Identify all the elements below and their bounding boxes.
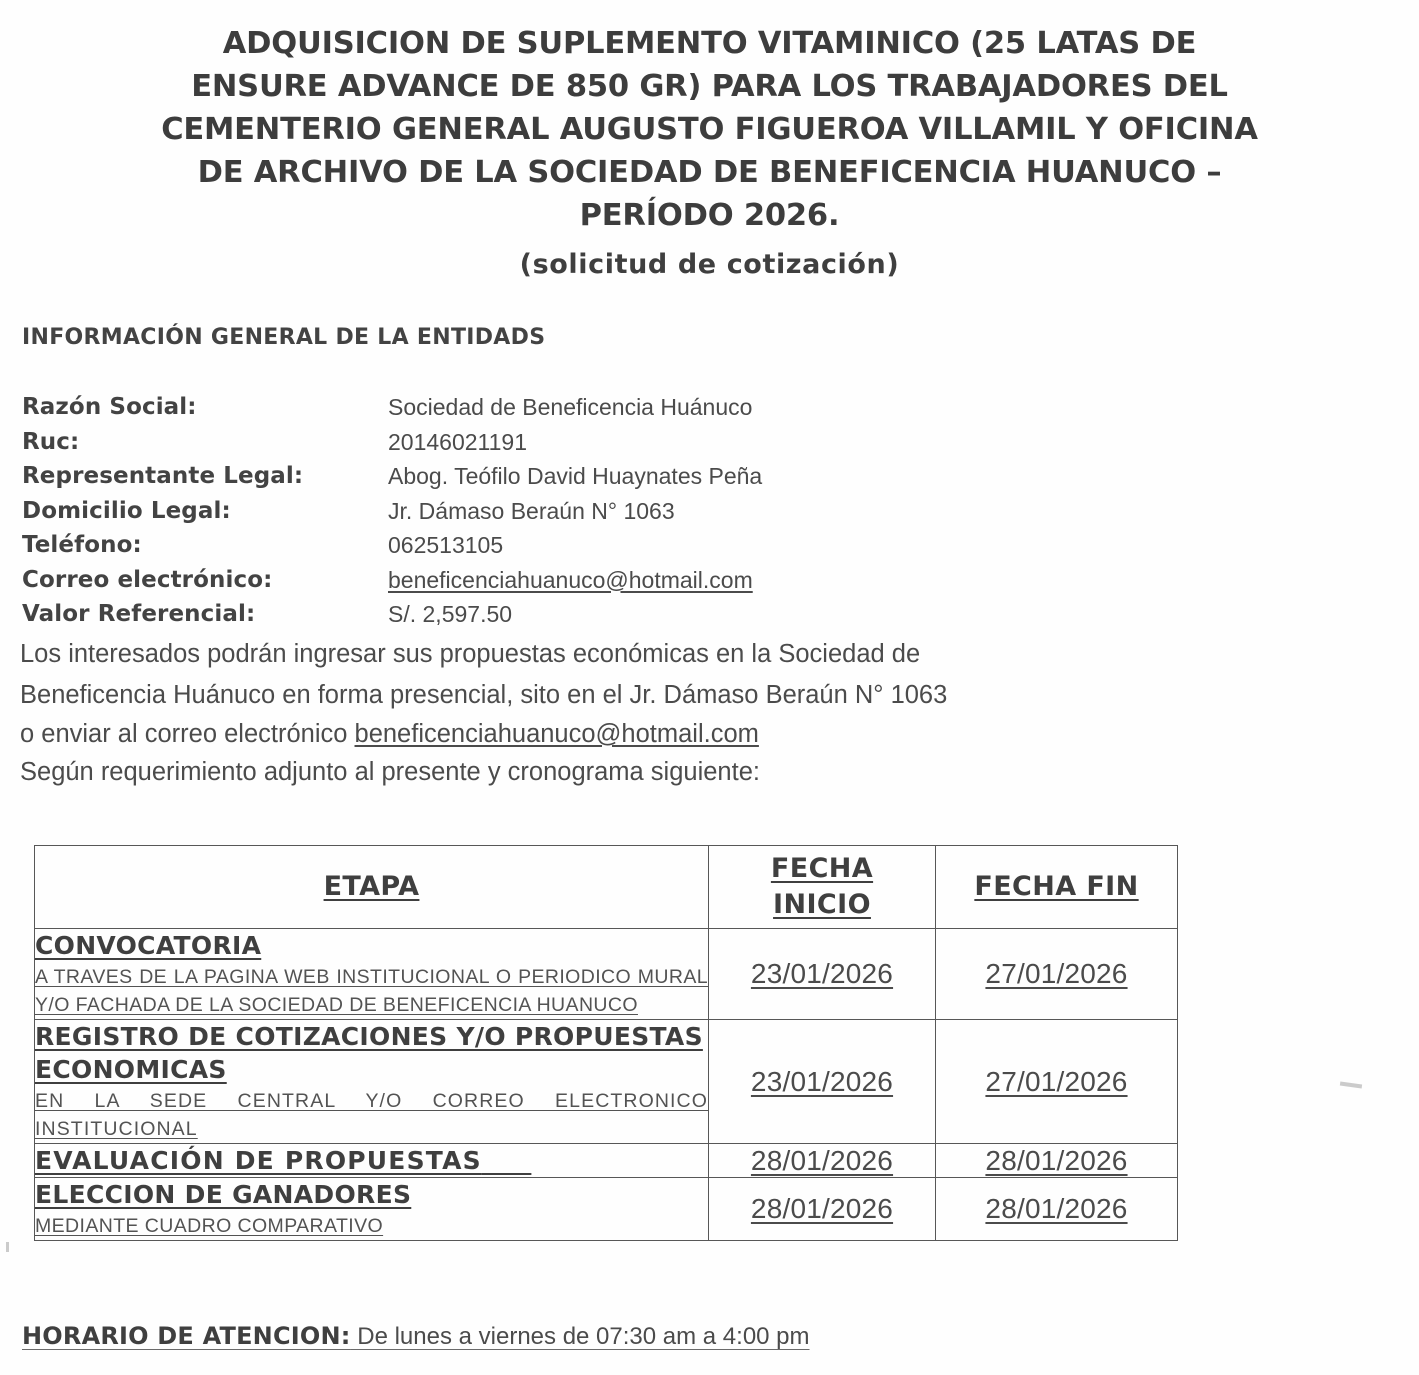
etapa-title-convocatoria: CONVOCATORIA [35,931,262,960]
schedule-table [34,845,1178,1241]
info-value-telefono: 062513105 [388,532,504,558]
fecha-fin-value: 27/01/2026 [985,958,1128,989]
info-label-valor-referencial: Valor Referencial: [22,601,256,627]
header-fecha-inicio-line-1: FECHA [770,853,874,884]
fecha-fin-evaluacion [936,1144,1178,1178]
header-fecha-inicio [709,846,936,929]
title-line-5: PERÍODO 2026. [579,198,840,233]
etapa-title-evaluacion: EVALUACIÓN DE PROPUESTAS [35,1146,482,1175]
info-value-ruc: 20146021191 [388,428,527,455]
title-line-3: CEMENTERIO GENERAL AUGUSTO FIGUEROA VILLAMIL Y OFICINA [161,112,1258,147]
info-value-representante-legal: Abog. Teófilo David Huaynates Peña [388,463,763,489]
info-label-correo-electronico: Correo electrónico: [22,566,273,593]
fecha-fin-convocatoria [936,929,1178,1020]
title-line-1: ADQUISICION DE SUPLEMENTO VITAMINICO (25 LATAS DE [222,26,1197,61]
info-label-razon-social: Razón Social: [22,394,197,420]
table-row [35,1178,1178,1241]
info-row-domicilio-legal [22,494,762,529]
info-row-valor-referencial [22,597,762,632]
body-paragraph-1 [20,634,1205,716]
paragraph-1-line-2: Beneficencia Huánuco en forma presencial, sito en el Jr. Dámaso Beraún N° 1063 [20,681,948,709]
header-fecha-inicio-line-2: INICIO [773,889,871,920]
fecha-fin-value: 27/01/2026 [985,1065,1128,1097]
table-row [35,1144,1178,1178]
table-row [35,929,1178,1020]
scan-artifact-left [6,1242,9,1252]
etapa-cell-registro [35,1020,709,1144]
fecha-inicio-registro [709,1020,936,1144]
fecha-fin-registro [936,1020,1178,1144]
etapa-title-registro: REGISTRO DE COTIZACIONES Y/O PROPUESTAS ECONOMICAS [35,1022,703,1084]
paragraph-1-line-1: Los interesados podrán ingresar sus propuestas económicas en la Sociedad de [20,640,921,668]
body-paragraph-2 [20,714,1205,755]
document-title [0,22,1419,287]
title-line-4: DE ARCHIVO DE LA SOCIEDAD DE BENEFICENCIA HUANUCO – [197,155,1222,190]
body-paragraph-3: Según requerimiento adjunto al presente y cronograma siguiente: [20,758,760,786]
info-value-valor-referencial: S/. 2,597.50 [388,601,513,627]
fecha-inicio-eleccion [709,1178,936,1241]
etapa-sub-eleccion: MEDIANTE CUADRO COMPARATIVO [35,1215,384,1237]
email-link-inline[interactable]: beneficenciahuanuco@hotmail.com [354,720,759,748]
document-subtitle: (solicitud de cotización) [519,249,900,280]
info-label-ruc: Ruc: [22,428,80,455]
info-label-domicilio-legal: Domicilio Legal: [22,497,231,524]
email-link[interactable]: beneficenciahuanuco@hotmail.com [388,566,753,593]
etapa-title-eleccion: ELECCION DE GANADORES [35,1180,412,1209]
info-label-representante-legal: Representante Legal: [22,463,304,489]
header-fecha-fin-label: FECHA FIN [974,871,1139,902]
header-fecha-fin [936,846,1178,929]
info-row-ruc [22,425,762,460]
fecha-inicio-convocatoria [709,929,936,1020]
section-heading-entity-info: INFORMACIÓN GENERAL DE LA ENTIDADS [22,325,546,350]
fecha-inicio-value: 23/01/2026 [750,958,894,989]
title-line-2: ENSURE ADVANCE DE 850 GR) PARA LOS TRABAJADORES DEL [191,69,1228,104]
info-row-representante-legal [22,459,762,494]
etapa-cell-convocatoria [35,929,709,1020]
footer-label: HORARIO DE ATENCION: [22,1322,351,1350]
fecha-fin-eleccion [936,1178,1178,1241]
info-value-razon-social: Sociedad de Beneficencia Huánuco [388,394,753,420]
schedule-header-row [35,846,1178,929]
info-value-correo-electronico [388,563,762,598]
entity-info-table [22,390,762,632]
fecha-inicio-value: 23/01/2026 [750,1065,894,1097]
etapa-sub-registro: EN LA SEDE CENTRAL Y/O CORREO ELECTRONICO INSTITUCIONAL [35,1090,708,1140]
info-value-domicilio-legal: Jr. Dámaso Beraún N° 1063 [388,497,675,524]
info-label-telefono: Teléfono: [22,532,142,558]
scan-artifact-right [1340,1081,1362,1088]
fecha-inicio-value: 28/01/2026 [750,1144,894,1176]
header-etapa [35,846,709,929]
info-row-correo-electronico [22,563,762,598]
fecha-fin-value: 28/01/2026 [985,1193,1128,1224]
etapa-sub-convocatoria: A TRAVES DE LA PAGINA WEB INSTITUCIONAL O PERIODICO MURAL Y/O FACHADA DE LA SOCIEDAD DE BENEFICENCIA HUANUCO [35,966,708,1016]
header-etapa-label: ETAPA [323,871,420,902]
fecha-fin-value: 28/01/2026 [985,1144,1128,1176]
fecha-inicio-evaluacion [709,1144,936,1178]
fecha-inicio-value: 28/01/2026 [750,1193,894,1224]
etapa-cell-eleccion [35,1178,709,1241]
etapa-cell-evaluacion [35,1144,709,1178]
table-row [35,1020,1178,1144]
footer-horario [22,1322,810,1351]
info-row-razon-social [22,390,762,425]
footer-value: De lunes a viernes de 07:30 am a 4:00 pm [350,1323,810,1350]
info-row-telefono [22,528,762,563]
paragraph-2-prefix: o enviar al correo electrónico [20,720,355,748]
